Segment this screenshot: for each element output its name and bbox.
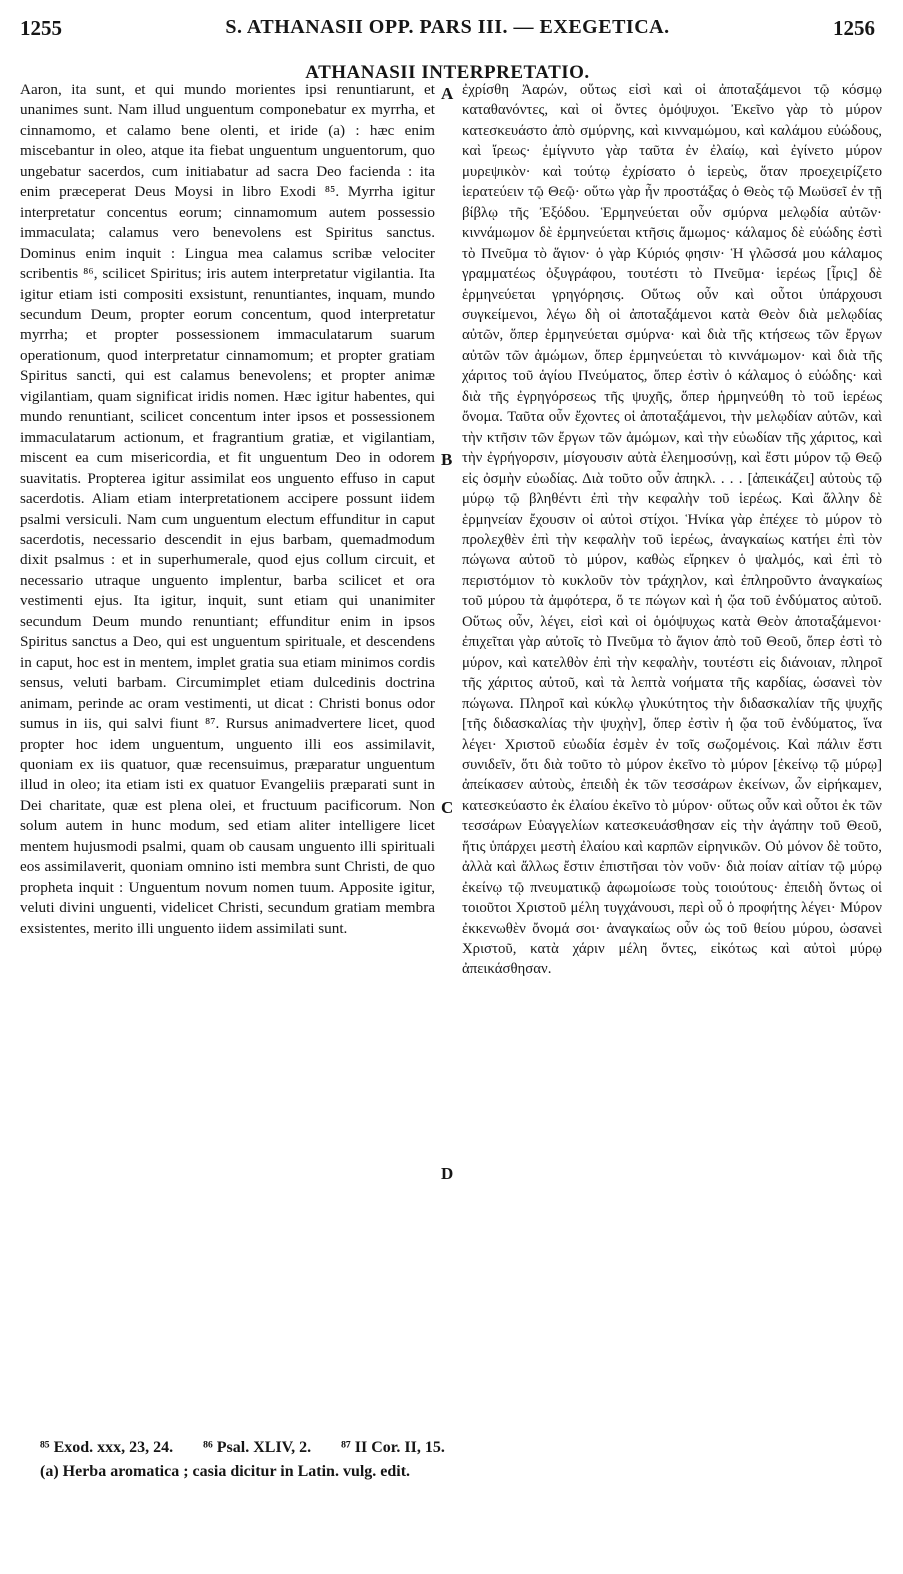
greek-text: ἐχρίσθη Ἀαρών, οὕτως εἰσὶ καὶ οἱ ἀποταξάμενοι τῷ κόσμῳ καταθανόντες, καὶ οἱ ὄντες ὁμόψυχοι. Ἐκεῖνο γὰρ τὸ μύρον κατεσκευάστο ἀπὸ σμύρνης, καὶ κινναμώμου, καὶ καλάμου εὐώδους, καὶ ἴρεως· ἐμίγνυτο γὰρ ταῦτα ἐν ἐλαίῳ, καὶ ἐγίνετο μύρον μυρεψικὸν· καὶ τούτῳ ἐχρίσατο ὁ ἱερεὺς, ὅταν προεχειρίζετο ἱερατεύειν τῷ Θεῷ· οὕτω γὰρ ἦν προστάξας ὁ Θεὸς τῷ Μωϋσεῖ ἐν τῇ βίβλῳ τῆς Ἐξόδου. Ἑρμηνεύεται οὖν σμύρνα μελῳδία αὐτῶν· κιννάμωμον δὲ ἑρμηνεύεται κτῆσις ἄμωμος· κάλαμος δὲ εὐώδης ἐστὶ τὸ Πνεῦμα τὸ ἅγιον· ὁ γὰρ Κύριός φησιν· Ἡ γλῶσσά μου κάλαμος γραμματέως ὀξυγράφου, τουτέστι τὸ Πνεῦμα· ἱερέως [ἶρις] δὲ ἑρμηνεύεται γρηγόρησις. Οὕτως οὖν καὶ οὗτοι ὑπάρχουσι συγκείμενοι, λέγω δὴ οἱ ἀποταξάμενοι κατὰ Θεὸν διὰ μελῳδίας αὐτῶν, ὅπερ ἑρμηνεύεται σμύρνα· καὶ διὰ τῆς κτήσεως τῶν ἔργων αὐτῶν τῶν ἀμώμων, ὅπερ ἑρμηνεύεται τὸ κιννάμωμον· καὶ διὰ τῆς χάριτος τοῦ ἁγίου Πνεύματος, ὅπερ ἐστὶν ὁ κάλαμος ὁ εὐώδης· καὶ διὰ τῆς ἐγρηγόρσεως τῆς ψυχῆς, ὅπερ ἡρμηνεύθη τὸ τοῦ ἱερέως ὄνομα. Ταῦτα οὖν ἔχοντες οἱ ἀποταξάμενοι, τὴν μελῳδίαν αὐτῶν, καὶ τὴν κτῆσιν τῶν ἔργων τῶν ἀμώμων, καὶ τὴν εὐωδίαν τῆς χάριτος, καὶ τὴν ἐγρήγορσιν, μίσγουσιν αὐτὰ ἐλεημοσύνῃ, καὶ ἔστι μύρον τῷ Θεῷ εἰς ὀσμὴν εὐωδίας. Διὰ τοῦτο οὖν ἀπηκλ. . . . [ἀπεικάζει] αὐτοὺς τῷ μύρῳ τῷ βληθέντι ἐπὶ τὴν κεφαλὴν τοῦ ἱερέως. Καὶ ἄλλην δὲ ἑρμηνείαν ἔχουσιν οἱ αὐτοὶ στίχοι. Ἡνίκα γὰρ ἐπέχεε τὸ μύρον τὸ προλεχθὲν ἐπὶ τὴν κεφαλὴν τοῦ ἱερέως, ἀναγκαίως κατήει ἐπὶ τὸν πώγωνα αὐτοῦ τὸ μύρον, καθὼς εἴρηκεν ὁ ψαλμός, καὶ ἐπὶ τὸ περιστόμιον τὸ κυκλοῦν τὸν τράχηλον, καὶ ἐπληροῦντο ἀναγκαίως τοῦ μύρου τὰ ἀμφότερα, ὅ τε πώγων καὶ ἡ ᾤα τοῦ ἐνδύματος αὐτοῦ. Οὕτως οὖν, λέγει, εἰσὶ καὶ οἱ ὁμόψυχως κατὰ Θεὸν ἀποταξάμενοι· ἐπιχεῖται γὰρ αὐτοῖς τὸ Πνεῦμα τὸ ἅγιον ἀπὸ τοῦ Θεοῦ, ὅπερ ἐστὶ τὸ μύρον, καὶ κατελθὸν ἐπὶ τὴν κεφαλὴν, τουτέστι εἰς διάνοιαν, πληροῖ τῆς χάριτος αὐτοῦ, καὶ τὰ λεπτὰ νοήματα τῆς καρδίας, ὡσανεὶ τὸν πώγωνα. Πληροῖ καὶ κύκλῳ γλυκύτητος τὴν διδασκαλίαν τῆς ψυχῆς [τῆς διδασκαλίας τὴν ψυχὴν], ὅπερ ἐστὶν ἡ ᾤα τοῦ ἐνδύματος, ἵνα λέγει· Χριστοῦ εὐωδία ἐσμὲν ἐν τοῖς σωζομένοις. Καὶ πάλιν ἔστι συνιδεῖν, ὅτι διὰ τοῦτο τὸ μύρον ἐκεῖνο τὸ μύρον [ἐκείνῳ τῷ μύρῳ] ἀπείκασεν αὐτοὺς, ἐπειδὴ ἐκ τῶν τεσσάρων ἐκείνων, ὧν εἰρήκαμεν, κατεσκεύαστο ἐκ ἐλαίου ἐκεῖνο τὸ μύρον· οὕτως οὖν καὶ οὗτοι ἐκ τῶν τεσσάρων Εὐαγγελίων κατεσκευάσθησαν εἰς τὴν ἀγάπην τοῦ Θεοῦ, ἥτις ὑπάρχει μεστὴ ἐλαίου καὶ καρπῶν εἰρηνικῶν. Οὐ μόνον δὲ τοῦτο, ἀλλὰ καὶ ἄλλως ἔστιν ἐπιστῆσαι τὸν νοῦν· διὰ ποίαν αἰτίαν τῷ μύρῳ ἐκείνῳ τῷ πνευματικῷ ἀφωμοίωσε τοὺς τοιούτους· ἐπειδὴ ὄντως οἱ τοιοῦτοι Χριστοῦ μέλη τυγχάνουσι, περὶ οὗ ὁ προφήτης λέγει· Μύρον ἐκκενωθὲν ὄνομά σοι· ἀναγκαίως οὖν ὡς τοῦ θείου μύρου, ὡσανεὶ Χριστοῦ, κατὰ χάριν μέλη ὄντες, εἰκότως καὶ αὐτοὶ μύρῳ ἀπεικάσθησαν. xyxy=(462,82,882,978)
running-title: S. ATHANASII OPP. PARS III. — EXEGETICA. xyxy=(225,16,670,38)
margin-marker-d: D xyxy=(441,1164,454,1183)
text-columns xyxy=(20,80,880,1420)
margin-marker-c: C xyxy=(441,798,454,817)
footnotes xyxy=(40,1436,840,1484)
latin-column xyxy=(20,80,435,939)
page-number-right: 1256 xyxy=(833,16,875,40)
footnote-refs xyxy=(40,1436,840,1460)
margin-marker-b: B xyxy=(441,450,453,469)
footnote-a: (a) Herba aromatica ; casia dicitur in Latin. vulg. edit. xyxy=(40,1463,411,1480)
latin-text: Aaron, ita sunt, et qui mundo morientes ipsi renuntiarunt, et unanimes sunt. Nam illud unguentum componebatur ex myrrha, et cinnamomo, et calamo bene olenti, et iride (a) : hæc enim miscebantur in oleo, atque ita fiebat unguentum unguentorum, quo ungebatur sacerdos, cum initiabatur ad sacra Deo facienda : ita enim præceperat Deus Moysi in libro Exodi ⁸⁵. Myrrha igitur interpretatur concentus eorum; cinnamomum autem possessio immaculata; calamus vero benevolens est Spiritus sanctus. Dominus enim inquit : Lingua mea calamus scribæ velociter scribentis ⁸⁶, scilicet Spiritus; iris autem interpretatur vigilantia. Ita igitur etiam isti compositi exsistunt, renuntiantes, inquam, mundo secundum Deum, propter eorum concentum, quod interpretatur myrrha; et propter possessionem immaculatarum suarum operationum, quod interpretatur cinnamomum; et propter gratiam Spiritus sancti, qui est calamus benevolens; et propter animæ vigilantiam, quam significat iridis nomen. Hæc igitur habentes, qui mundo renuntiant, scilicet concentum inter ipsos et possessionem immaculatarum actionum, et fragrantium gratiæ, et vigilantiam, miscent ea cum misericordia, et fit unguentum Deo in odorem suavitatis. Propterea igitur assimilat eos unguento effuso in caput sacerdotis. Aliam etiam interpretationem accipere possunt iidem psalmi versiculi. Nam cum unguentum electum effunditur in caput sacerdotis, necessario descendit in ejus barbam, quemadmodum dixit psalmus : et in superhumerale, quod ejus collum circuit, et necessario utraque unguento implentur, barba scilicet et ora vestimenti ejus. Ita igitur, inquit, sunt etiam qui unanimiter secundum Deum mundo renuntiant; effunditur enim in ipsos Spiritus sanctus a Deo, qui est unguentum spirituale, et descendens in caput, hoc est in mentem, implet gratia sua etiam minimos cordis sensus, veluti barbam. Circumimplet etiam dulcedinis doctrina animam, perinde ac oram vestimenti, ut dicat : Christi bonus odor sumus in iis, qui salvi fiunt ⁸⁷. Rursus animadvertere licet, quod propter hoc idem unguentum, unguento illi eos assimilavit, quoniam ex iis quatuor, quæ recensuimus, præparatur unguentum illud in oleo; ita etiam isti ex quatuor Evangeliis præparati sunt in Dei charitate, quæ est plena olei, et fructuum pacificorum. Non solum autem in hunc modum, sed etiam aliter intelligere licet mentem hujusmodi psalmi, quam ob causam unguento illi spirituali eos assimilaverit, quoniam omnino isti membra sunt Christi, de quo propheta inquit : Unguentum novum nomen tuum. Apposite igitur, veluti divini unguenti, videlicet Christi, secundum gratiam membra exsistentes, merito illi unguento iidem assimilati sunt. xyxy=(20,81,435,937)
footnote-85: ⁸⁵ Exod. xxx, 23, 24. xyxy=(40,1439,174,1456)
greek-column xyxy=(462,80,882,980)
footnote-87: ⁸⁷ II Cor. II, 15. xyxy=(341,1439,445,1456)
page-number-left: 1255 xyxy=(20,16,62,40)
margin-marker-a: A xyxy=(441,84,454,103)
footnote-86: ⁸⁶ Psal. XLIV, 2. xyxy=(203,1439,312,1456)
page-subtitle: ATHANASII INTERPRETATIO. xyxy=(305,62,590,83)
page-header xyxy=(20,16,875,83)
